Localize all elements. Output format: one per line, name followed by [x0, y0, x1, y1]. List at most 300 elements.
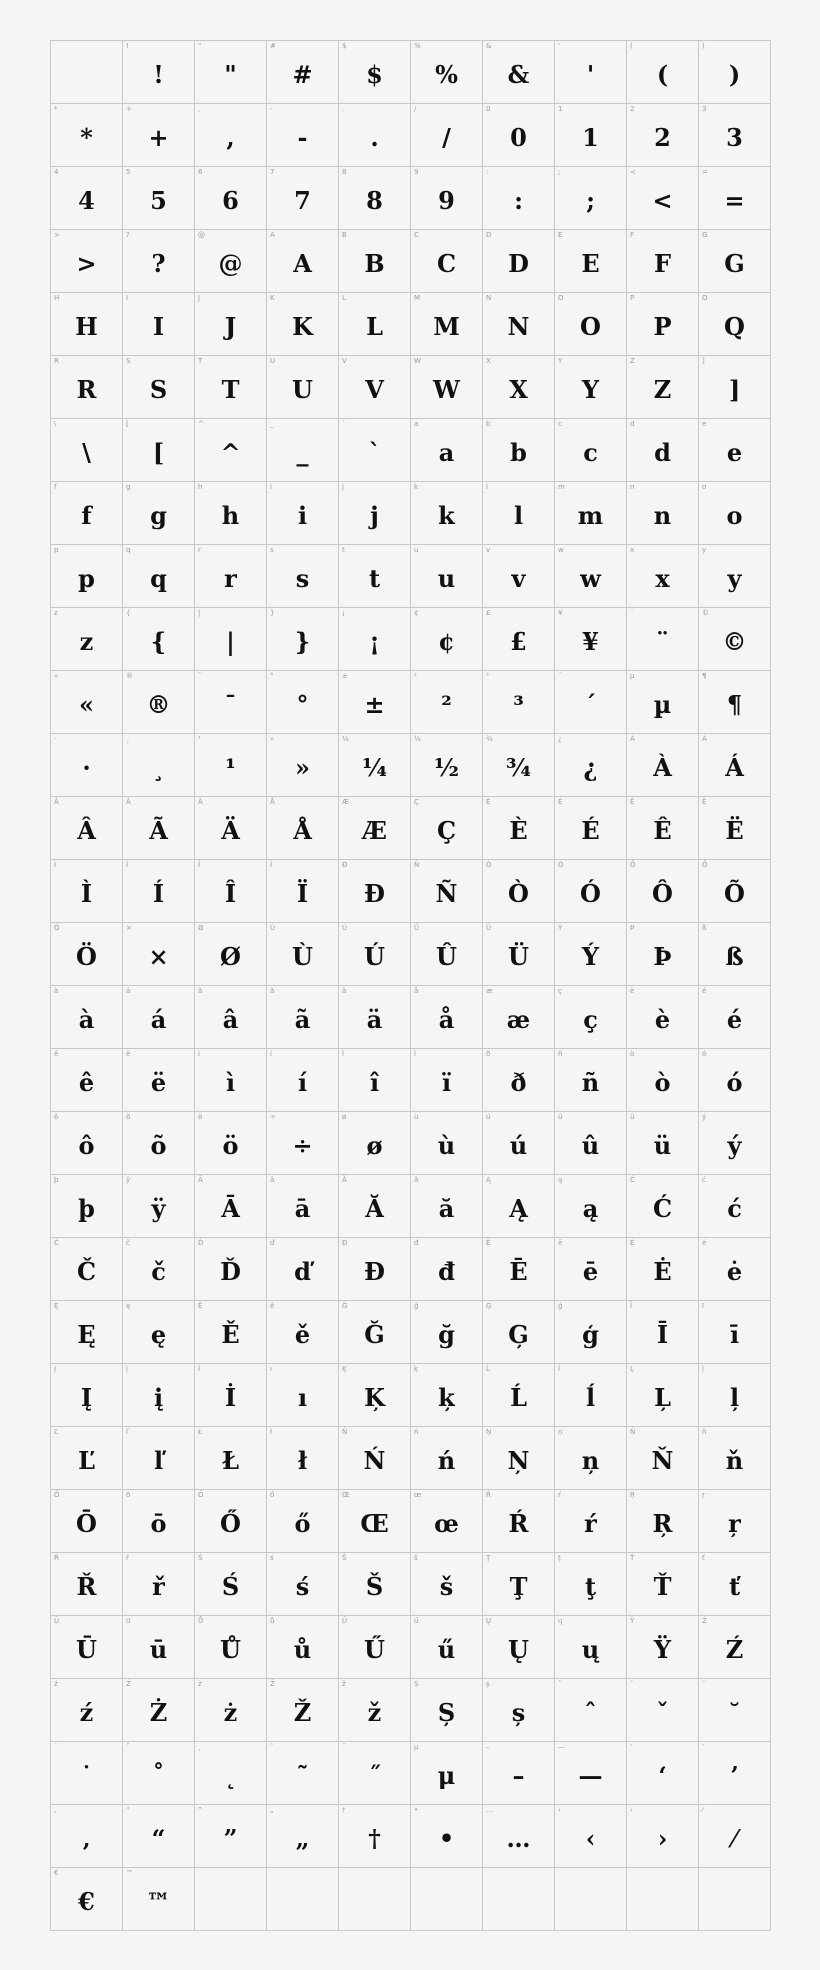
- glyph-cell: [339, 356, 411, 419]
- glyph-caption: C: [414, 231, 419, 239]
- glyph-cell: [555, 482, 627, 545]
- glyph-caption: ļ: [702, 1365, 704, 1373]
- glyph-caption: y: [702, 546, 707, 554]
- glyph-caption: İ: [198, 1365, 201, 1373]
- glyph-caption: }: [270, 609, 275, 617]
- glyph-sample: ”: [223, 1824, 238, 1853]
- glyph-cell: [699, 1490, 771, 1553]
- glyph-grid: [50, 40, 771, 1931]
- glyph-sample: „: [295, 1824, 310, 1853]
- glyph-caption: ¯: [198, 672, 202, 680]
- glyph-cell: [699, 1427, 771, 1490]
- glyph-caption: ^: [198, 420, 204, 428]
- glyph-cell: [627, 41, 699, 104]
- glyph-caption: E: [558, 231, 563, 239]
- glyph-sample: ë: [150, 1068, 167, 1097]
- glyph-cell: [411, 608, 483, 671]
- glyph-caption: Y: [558, 357, 563, 365]
- glyph-cell: [411, 860, 483, 923]
- glyph-cell: [267, 1238, 339, 1301]
- glyph-caption: ı: [270, 1365, 272, 1373]
- glyph-cell: [267, 167, 339, 230]
- glyph-caption: !: [126, 42, 129, 50]
- glyph-caption: ď: [270, 1239, 275, 1247]
- glyph-sample: [: [152, 438, 165, 467]
- glyph-caption: †: [342, 1806, 346, 1814]
- glyph-sample: û: [581, 1131, 600, 1160]
- glyph-caption: ö: [198, 1113, 203, 1121]
- glyph-sample: Ğ: [364, 1320, 385, 1349]
- glyph-sample: s: [295, 564, 310, 593]
- glyph-caption: š: [414, 1554, 418, 1562]
- glyph-sample: Ó: [580, 879, 601, 908]
- glyph-cell: [699, 167, 771, 230]
- glyph-cell: [195, 671, 267, 734]
- glyph-cell: [267, 608, 339, 671]
- glyph-sample: é: [726, 1005, 743, 1034]
- glyph-caption: ŕ: [558, 1491, 561, 1499]
- glyph-caption: Þ: [630, 924, 635, 932]
- glyph-cell: [699, 419, 771, 482]
- glyph-caption: Ș: [414, 1680, 419, 1688]
- glyph-sample: 7: [294, 186, 311, 215]
- glyph-caption: z: [54, 609, 58, 617]
- glyph-cell: [555, 986, 627, 1049]
- glyph-cell: [51, 1553, 123, 1616]
- glyph-cell: [627, 734, 699, 797]
- glyph-sample: ¸: [152, 753, 165, 782]
- glyph-cell: [483, 293, 555, 356]
- glyph-cell: [51, 167, 123, 230]
- glyph-sample: ÿ: [151, 1194, 166, 1223]
- glyph-caption: ß: [702, 924, 707, 932]
- glyph-sample: ī: [729, 1320, 740, 1349]
- glyph-sample: Ī: [656, 1320, 669, 1349]
- glyph-cell: [411, 1805, 483, 1868]
- glyph-caption: Æ: [342, 798, 349, 806]
- glyph-caption: n: [630, 483, 635, 491]
- glyph-cell: [411, 1301, 483, 1364]
- glyph-cell: [51, 1490, 123, 1553]
- glyph-caption: Ï: [270, 861, 273, 869]
- glyph-sample: G: [724, 249, 745, 278]
- glyph-cell: [123, 1553, 195, 1616]
- glyph-caption: {: [126, 609, 131, 617]
- glyph-sample: Œ: [360, 1509, 389, 1538]
- glyph-cell: [339, 1553, 411, 1616]
- glyph-cell: [699, 230, 771, 293]
- glyph-sample: ý: [727, 1131, 742, 1160]
- glyph-caption: “: [126, 1806, 130, 1814]
- glyph-sample: ų: [581, 1635, 600, 1664]
- glyph-sample: ˘: [728, 1698, 741, 1727]
- glyph-sample: Ę: [77, 1320, 96, 1349]
- glyph-cell: [195, 545, 267, 608]
- glyph-caption: t: [342, 546, 345, 554]
- glyph-cell: [339, 1175, 411, 1238]
- glyph-cell: [483, 41, 555, 104]
- glyph-cell: [51, 1679, 123, 1742]
- glyph-sample: /: [442, 123, 451, 152]
- glyph-sample: r: [224, 564, 237, 593]
- glyph-caption: c: [558, 420, 562, 428]
- glyph-cell: [555, 104, 627, 167]
- glyph-caption: Ó: [558, 861, 564, 869]
- glyph-cell: [339, 1679, 411, 1742]
- glyph-cell: [123, 1112, 195, 1175]
- glyph-sample: ™: [146, 1887, 171, 1916]
- glyph-sample: ž: [367, 1698, 382, 1727]
- glyph-caption: ¸: [126, 735, 130, 743]
- glyph-caption: Ű: [342, 1617, 348, 1625]
- glyph-sample: Î: [224, 879, 237, 908]
- glyph-caption: ,: [198, 105, 201, 113]
- glyph-sample: Ē: [509, 1257, 528, 1286]
- glyph-sample: P: [653, 312, 672, 341]
- glyph-sample: ņ: [581, 1446, 600, 1475]
- glyph-cell: [339, 104, 411, 167]
- glyph-cell: [699, 797, 771, 860]
- glyph-sample: ğ: [438, 1320, 455, 1349]
- glyph-sample: Đ: [364, 1257, 385, 1286]
- glyph-caption: ń: [414, 1428, 419, 1436]
- glyph-cell: [411, 1616, 483, 1679]
- glyph-caption: s: [270, 546, 274, 554]
- glyph-sample: ź: [79, 1698, 94, 1727]
- glyph-sample: Ñ: [435, 879, 458, 908]
- glyph-sample: 5: [150, 186, 167, 215]
- glyph-caption: ű: [414, 1617, 419, 1625]
- glyph-caption: v: [486, 546, 491, 554]
- glyph-cell: [195, 1238, 267, 1301]
- glyph-sample: Ģ: [508, 1320, 529, 1349]
- glyph-caption: ō: [126, 1491, 131, 1499]
- glyph-caption: Å: [270, 798, 275, 806]
- glyph-sample: œ: [434, 1509, 459, 1538]
- glyph-caption: /: [414, 105, 417, 113]
- glyph-sample: Ű: [364, 1635, 385, 1664]
- glyph-cell: [339, 1805, 411, 1868]
- glyph-caption: ?: [126, 231, 130, 239]
- glyph-caption: ŗ: [702, 1491, 705, 1499]
- glyph-sample: v: [511, 564, 526, 593]
- glyph-sample: Ć: [652, 1194, 673, 1223]
- glyph-caption: ú: [486, 1113, 491, 1121]
- glyph-caption: ţ: [558, 1554, 561, 1562]
- glyph-cell: [267, 545, 339, 608]
- glyph-sample: Ś: [221, 1572, 240, 1601]
- glyph-sample: à: [78, 1005, 95, 1034]
- glyph-caption: ˇ: [630, 1680, 634, 1688]
- glyph-caption: 2: [630, 105, 635, 113]
- glyph-caption: P: [630, 294, 635, 302]
- glyph-cell: [555, 923, 627, 986]
- glyph-sample: ⁄: [732, 1824, 737, 1853]
- glyph-cell: [699, 1301, 771, 1364]
- glyph-cell: [483, 167, 555, 230]
- glyph-sample: É: [581, 816, 600, 845]
- glyph-caption: »: [270, 735, 275, 743]
- glyph-cell: [627, 1364, 699, 1427]
- glyph-sample: g: [150, 501, 167, 530]
- glyph-caption: =: [702, 168, 708, 176]
- glyph-sample: Ţ: [509, 1572, 528, 1601]
- glyph-sample: £: [510, 627, 527, 656]
- glyph-caption: Ñ: [414, 861, 420, 869]
- glyph-sample: !: [153, 60, 164, 89]
- glyph-caption: Œ: [342, 1491, 350, 1499]
- glyph-caption: é: [702, 987, 707, 995]
- glyph-cell: [123, 1805, 195, 1868]
- glyph-caption: ³: [486, 672, 489, 680]
- glyph-cell: [339, 923, 411, 986]
- glyph-caption: ő: [270, 1491, 275, 1499]
- glyph-sample: Í: [152, 879, 165, 908]
- glyph-cell: [627, 671, 699, 734]
- glyph-caption: æ: [486, 987, 493, 995]
- glyph-caption: ž: [342, 1680, 346, 1688]
- glyph-cell: [267, 419, 339, 482]
- glyph-cell: [123, 293, 195, 356]
- glyph-cell: [267, 293, 339, 356]
- glyph-cell: [267, 1427, 339, 1490]
- glyph-caption: ģ: [558, 1302, 563, 1310]
- glyph-sample: ļ: [729, 1383, 740, 1412]
- glyph-caption: Ů: [198, 1617, 204, 1625]
- glyph-cell: [627, 797, 699, 860]
- glyph-sample: 0: [510, 123, 527, 152]
- glyph-cell: [267, 923, 339, 986]
- glyph-sample: ¡: [369, 627, 380, 656]
- glyph-cell: [267, 734, 339, 797]
- glyph-cell: [411, 419, 483, 482]
- glyph-caption: ý: [702, 1113, 707, 1121]
- glyph-caption: Ì: [54, 861, 57, 869]
- glyph-cell: [267, 797, 339, 860]
- glyph-sample: F: [653, 249, 672, 278]
- glyph-cell: [699, 1553, 771, 1616]
- glyph-sample: ;: [586, 186, 595, 215]
- glyph-caption: È: [486, 798, 491, 806]
- glyph-cell: [195, 419, 267, 482]
- glyph-caption: þ: [54, 1176, 59, 1184]
- glyph-cell: [123, 1301, 195, 1364]
- glyph-sample: ř: [152, 1572, 165, 1601]
- glyph-sample: ŗ: [728, 1509, 741, 1538]
- glyph-cell: [699, 1175, 771, 1238]
- glyph-caption: [: [126, 420, 129, 428]
- glyph-sample: »: [295, 753, 310, 782]
- glyph-sample: €: [78, 1887, 95, 1916]
- glyph-sample: a: [438, 438, 455, 467]
- glyph-sample: ¿: [583, 753, 598, 782]
- glyph-cell: [123, 1049, 195, 1112]
- glyph-cell: [411, 1175, 483, 1238]
- glyph-caption: +: [126, 105, 132, 113]
- glyph-sample: Ń: [363, 1446, 386, 1475]
- glyph-sample: Ů: [220, 1635, 241, 1664]
- glyph-caption: Ê: [630, 798, 635, 806]
- glyph-cell: [123, 860, 195, 923]
- glyph-caption: @: [198, 231, 205, 239]
- glyph-sample: H: [75, 312, 98, 341]
- glyph-cell: [699, 356, 771, 419]
- glyph-sample: í: [297, 1068, 308, 1097]
- glyph-cell: [51, 923, 123, 986]
- glyph-cell: [555, 860, 627, 923]
- glyph-sample: į: [153, 1383, 164, 1412]
- glyph-cell: [483, 671, 555, 734]
- glyph-caption: ø: [342, 1113, 347, 1121]
- glyph-sample: <: [652, 186, 673, 215]
- glyph-sample: ï: [441, 1068, 452, 1097]
- glyph-cell: [195, 1805, 267, 1868]
- glyph-cell: [267, 1868, 339, 1931]
- glyph-sample: ˚: [152, 1761, 165, 1790]
- glyph-sample: Ø: [220, 942, 241, 971]
- glyph-cell: [123, 734, 195, 797]
- glyph-sample: ě: [294, 1320, 311, 1349]
- glyph-sample: ì: [225, 1068, 236, 1097]
- glyph-cell: [195, 1175, 267, 1238]
- glyph-sample: â: [222, 1005, 239, 1034]
- glyph-sample: Ü: [508, 942, 529, 971]
- glyph-caption: ´: [558, 672, 562, 680]
- glyph-cell: [483, 860, 555, 923]
- glyph-caption: ñ: [558, 1050, 563, 1058]
- glyph-caption: …: [486, 1806, 493, 1814]
- glyph-caption: ü: [630, 1113, 635, 1121]
- glyph-cell: [555, 671, 627, 734]
- glyph-cell: [51, 860, 123, 923]
- glyph-caption: û: [558, 1113, 563, 1121]
- glyph-sample: Ŗ: [652, 1509, 673, 1538]
- glyph-sample: ]: [728, 375, 741, 404]
- glyph-caption: \: [54, 420, 57, 428]
- glyph-cell: [123, 419, 195, 482]
- glyph-caption: Q: [702, 294, 708, 302]
- glyph-caption: å: [414, 987, 419, 995]
- glyph-caption: ų: [558, 1617, 563, 1625]
- glyph-cell: [411, 356, 483, 419]
- glyph-sample: 4: [78, 186, 95, 215]
- glyph-sample: ˇ: [656, 1698, 669, 1727]
- glyph-cell: [627, 545, 699, 608]
- glyph-sample: ą: [582, 1194, 599, 1223]
- glyph-sample: ®: [146, 690, 171, 719]
- glyph-cell: [51, 1175, 123, 1238]
- glyph-caption: Ö: [54, 924, 60, 932]
- glyph-sample: õ: [150, 1131, 167, 1160]
- glyph-caption: 9: [414, 168, 419, 176]
- glyph-sample: ±: [364, 690, 385, 719]
- glyph-caption: Ř: [54, 1554, 59, 1562]
- glyph-sample: T: [221, 375, 240, 404]
- glyph-cell: [483, 1616, 555, 1679]
- glyph-caption: ¹: [198, 735, 201, 743]
- glyph-caption: %: [414, 42, 421, 50]
- glyph-caption: ·: [54, 735, 57, 743]
- glyph-caption: Ė: [630, 1239, 635, 1247]
- glyph-cell: [195, 1616, 267, 1679]
- glyph-sample: ù: [437, 1131, 456, 1160]
- glyph-caption: ”: [198, 1806, 202, 1814]
- glyph-caption: p: [54, 546, 59, 554]
- glyph-caption: e: [702, 420, 707, 428]
- glyph-caption: Ā: [198, 1176, 203, 1184]
- glyph-cell: [267, 1742, 339, 1805]
- glyph-sample: ê: [78, 1068, 95, 1097]
- glyph-caption: ĺ: [558, 1365, 560, 1373]
- glyph-cell: [627, 419, 699, 482]
- glyph-sample: ¾: [505, 753, 532, 782]
- glyph-sample: Á: [725, 753, 744, 782]
- glyph-caption: :: [486, 168, 489, 176]
- glyph-cell: [339, 1112, 411, 1175]
- glyph-caption: ù: [414, 1113, 419, 1121]
- glyph-cell: [195, 1868, 267, 1931]
- glyph-caption: Ø: [198, 924, 204, 932]
- glyph-sample: ©: [722, 627, 747, 656]
- glyph-caption: ř: [126, 1554, 129, 1562]
- glyph-cell: [267, 1553, 339, 1616]
- glyph-sample: q: [150, 564, 167, 593]
- glyph-cell: [483, 1049, 555, 1112]
- glyph-caption: ś: [270, 1554, 274, 1562]
- glyph-sample: S: [149, 375, 168, 404]
- glyph-caption: Ä: [198, 798, 203, 806]
- glyph-sample: #: [292, 60, 313, 89]
- glyph-cell: [411, 104, 483, 167]
- glyph-cell: [627, 1616, 699, 1679]
- glyph-sample: K: [292, 312, 313, 341]
- glyph-cell: [411, 545, 483, 608]
- glyph-cell: [339, 41, 411, 104]
- glyph-cell: [195, 1112, 267, 1175]
- glyph-cell: [339, 167, 411, 230]
- glyph-sample: ²: [441, 690, 452, 719]
- glyph-caption: Á: [702, 735, 707, 743]
- glyph-cell: [123, 1364, 195, 1427]
- glyph-cell: [699, 1868, 771, 1931]
- glyph-sample: ò: [654, 1068, 671, 1097]
- glyph-cell: [627, 104, 699, 167]
- glyph-cell: [483, 1742, 555, 1805]
- glyph-cell: [123, 482, 195, 545]
- glyph-cell: [195, 986, 267, 1049]
- glyph-cell: [267, 986, 339, 1049]
- glyph-cell: [483, 419, 555, 482]
- glyph-caption: `: [342, 420, 346, 428]
- glyph-caption: Ã: [126, 798, 131, 806]
- glyph-sample: $: [366, 60, 383, 89]
- glyph-caption: I: [126, 294, 129, 302]
- glyph-sample: %: [435, 60, 458, 89]
- glyph-cell: [411, 167, 483, 230]
- glyph-sample: Ň: [651, 1446, 674, 1475]
- glyph-cell: [123, 797, 195, 860]
- glyph-cell: [411, 1490, 483, 1553]
- glyph-cell: [339, 797, 411, 860]
- glyph-caption: Ż: [126, 1680, 131, 1688]
- glyph-sample: D: [508, 249, 529, 278]
- glyph-sample: x: [655, 564, 670, 593]
- glyph-caption: ä: [342, 987, 347, 995]
- glyph-sample: ½: [433, 753, 460, 782]
- glyph-sample: Ą: [509, 1194, 528, 1223]
- glyph-caption: Ū: [54, 1617, 60, 1625]
- glyph-caption: ô: [54, 1113, 59, 1121]
